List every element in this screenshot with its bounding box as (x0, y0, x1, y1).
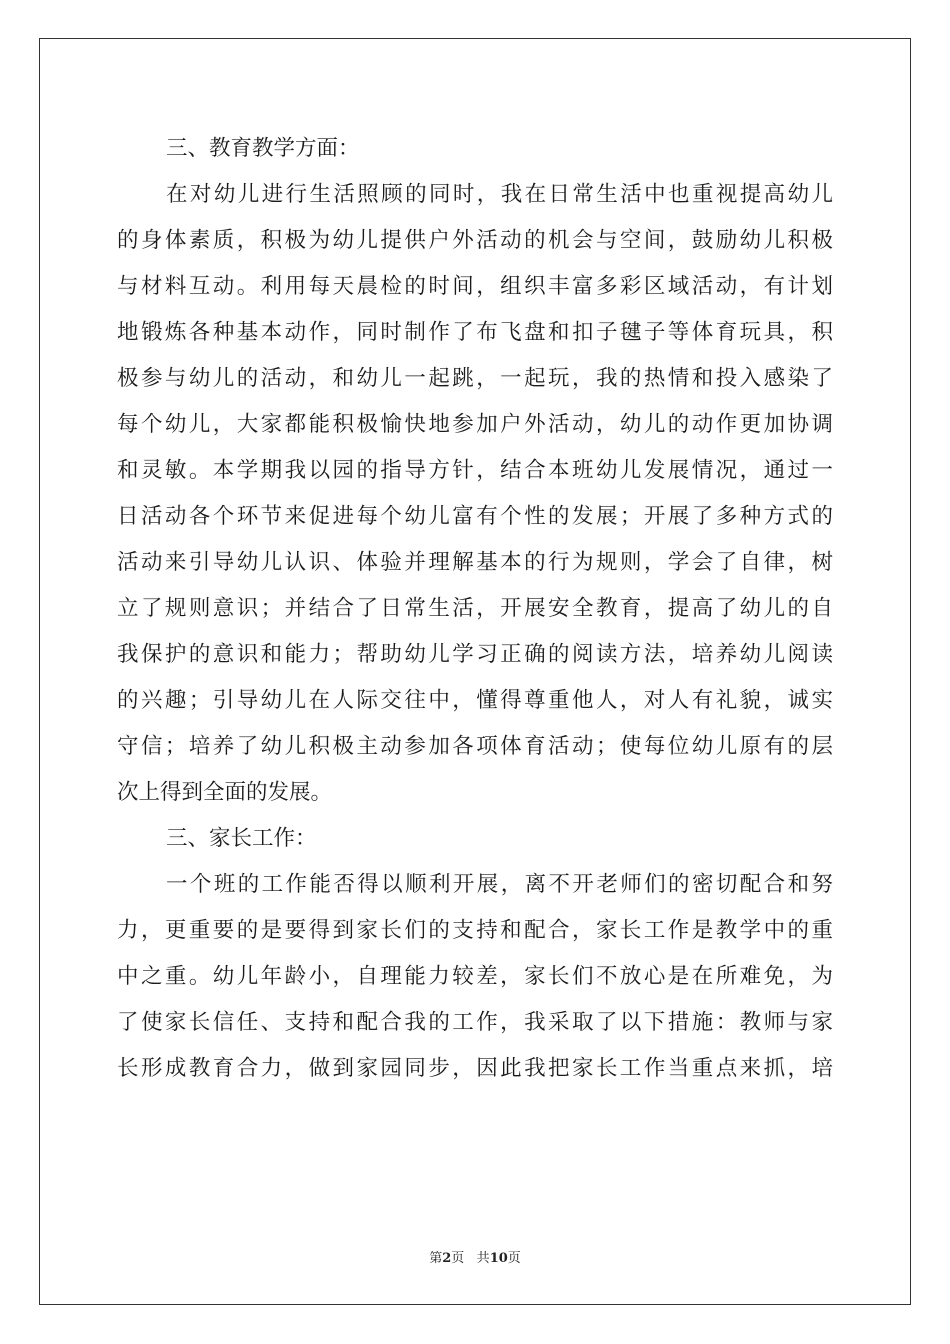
paragraph-parents (117, 862, 833, 1092)
page-number: 2 (442, 1251, 452, 1266)
paragraph-line: 活动来引导幼儿认识、体验并理解基本的行为规则，学会了自律，树 (117, 550, 833, 575)
page-footer (0, 1247, 950, 1266)
total-label-suffix: 页 (507, 1251, 521, 1266)
total-label-prefix: 共 (476, 1251, 490, 1266)
paragraph-line: 极参与幼儿的活动，和幼儿一起跳，一起玩，我的热情和投入感染了 (117, 366, 833, 391)
paragraph-line-last: 次上得到全面的发展。 (117, 780, 333, 805)
paragraph-line: 地锻炼各种基本动作，同时制作了布飞盘和扣子毽子等体育玩具，积 (117, 320, 833, 345)
document-body (117, 126, 833, 1092)
total-pages: 10 (489, 1251, 508, 1266)
section-heading-teaching: 三、教育教学方面： (166, 136, 360, 161)
paragraph-line: 与材料互动。利用每天晨检的时间，组织丰富多彩区域活动，有计划 (117, 274, 833, 299)
paragraph-line: 守信；培养了幼儿积极主动参加各项体育活动；使每位幼儿原有的层 (117, 734, 833, 759)
paragraph-line: 的兴趣；引导幼儿在人际交往中，懂得尊重他人，对人有礼貌，诚实 (117, 688, 833, 713)
paragraph-line: 一个班的工作能否得以顺利开展，离不开老师们的密切配合和努 (166, 872, 833, 897)
paragraph-line: 了使家长信任、支持和配合我的工作，我采取了以下措施：教师与家 (117, 1010, 833, 1035)
paragraph-line: 每个幼儿，大家都能积极愉快地参加户外活动，幼儿的动作更加协调 (117, 412, 833, 437)
paragraph-line: 中之重。幼儿年龄小，自理能力较差，家长们不放心是在所难免，为 (117, 964, 833, 989)
paragraph-line: 我保护的意识和能力；帮助幼儿学习正确的阅读方法，培养幼儿阅读 (117, 642, 833, 667)
paragraph-line: 日活动各个环节来促进每个幼儿富有个性的发展；开展了多种方式的 (117, 504, 833, 529)
paragraph-line: 力，更重要的是要得到家长们的支持和配合，家长工作是教学中的重 (117, 918, 833, 943)
page-label-prefix: 第 (429, 1251, 443, 1266)
paragraph-line: 在对幼儿进行生活照顾的同时，我在日常生活中也重视提高幼儿 (166, 182, 833, 207)
section-heading-parents: 三、家长工作： (166, 826, 317, 851)
paragraph-line: 长形成教育合力，做到家园同步，因此我把家长工作当重点来抓，培 (117, 1056, 833, 1081)
paragraph-line: 和灵敏。本学期我以园的指导方针，结合本班幼儿发展情况，通过一 (117, 458, 833, 483)
page-label-suffix: 页 (451, 1251, 465, 1266)
paragraph-line: 的身体素质，积极为幼儿提供户外活动的机会与空间，鼓励幼儿积极 (117, 228, 833, 253)
paragraph-line: 立了规则意识；并结合了日常生活，开展安全教育，提高了幼儿的自 (117, 596, 833, 621)
paragraph-teaching (117, 172, 833, 816)
